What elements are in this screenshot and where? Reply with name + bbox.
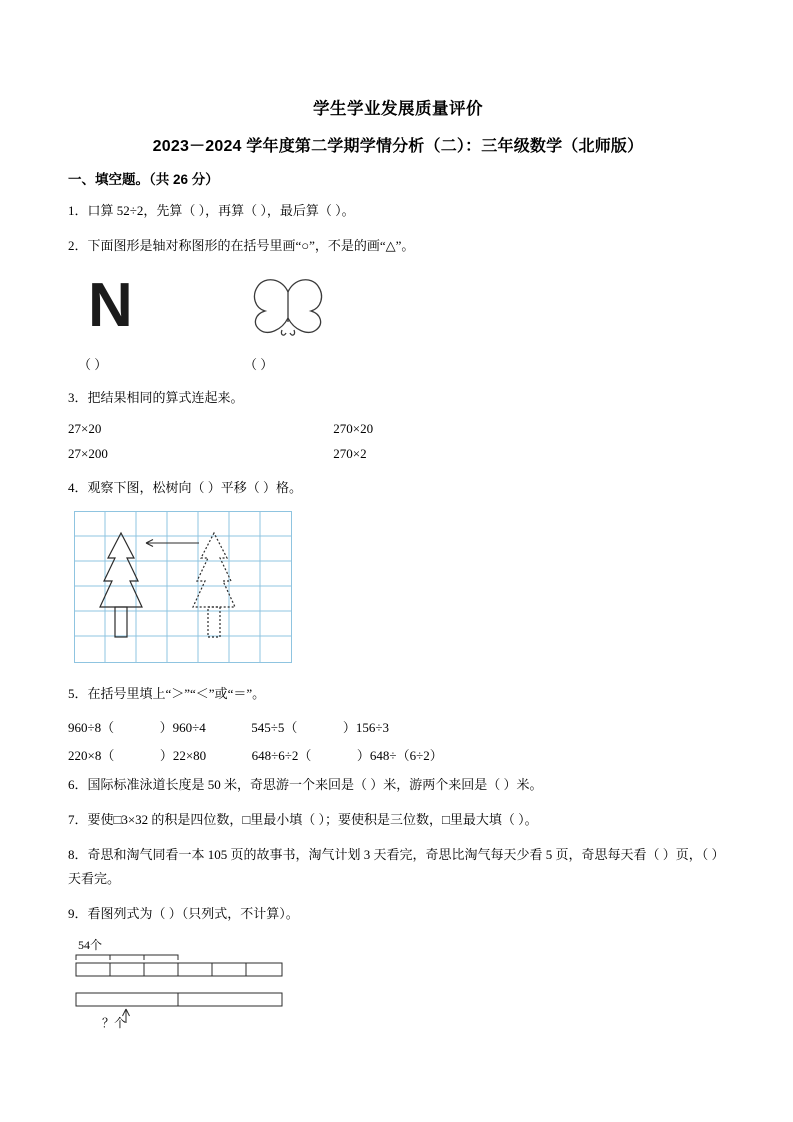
question-3-row-2	[68, 446, 728, 462]
section-heading-fill-in-blanks: 一、填空题。（共 26 分）	[68, 172, 219, 187]
question-7: 7．要使□3×32 的积是四位数，□里最小填（ ）；要使积是三位数，□里最大填（ ）。	[68, 812, 538, 828]
question-9: 9．看图列式为（ ）（只列式，不计算）。	[68, 906, 299, 922]
expr-right-2: 270×2	[333, 446, 367, 462]
answer-paren-right[interactable]: （ ）	[244, 357, 274, 373]
expr-left-2: 27×200	[68, 446, 108, 462]
answer-paren-left[interactable]: （ ）	[78, 357, 108, 373]
question-5-row-a: 960÷8（ ）960÷4 545÷5（ ）156÷3	[68, 720, 390, 736]
question-2: 2．下面图形是轴对称图形的在括号里画“○”，不是的画“△”。	[68, 238, 415, 254]
question-6: 6．国际标准泳道长度是 50 米，奇思游一个来回是（ ）米，游两个来回是（ ）米。	[68, 777, 543, 793]
question-2-answer-parens	[68, 354, 728, 372]
question-8: 8．奇思和淘气同看一本 105 页的故事书，淘气计划 3 天看完，奇思比淘气每天少看 5 页，奇思每天看（ ）页，（ ）天看完。	[68, 847, 725, 887]
expr-left-1: 27×20	[68, 421, 102, 437]
question-3: 3．把结果相同的算式连起来。	[68, 390, 244, 406]
tree-translation-grid-icon	[74, 511, 728, 668]
question-5: 5．在括号里填上“＞”“＜”或“＝”。	[68, 686, 266, 702]
letter-n-icon	[86, 272, 140, 343]
bar-label-top: 54个	[78, 938, 103, 953]
question-5-row-b: 220×8（ ）22×80 648÷6÷2（ ）648÷（6÷2）	[68, 748, 443, 764]
butterfly-icon	[249, 274, 327, 343]
svg-text:N: N	[88, 272, 133, 339]
question-4: 4．观察下图，松树向（ ）平移（ ）格。	[68, 480, 303, 496]
bar-label-bottom: ？个	[102, 1016, 127, 1030]
bar-model-diagram-icon	[74, 937, 728, 1034]
question-3-row-1	[68, 421, 728, 437]
page-subtitle: 2023－2024 学年度第二学期学情分析（二）：三年级数学（北师版）	[152, 138, 644, 155]
question-1: 1．口算 52÷2，先算（ ），再算（ ），最后算（ ）。	[68, 203, 355, 218]
document-content	[68, 95, 728, 1034]
expr-right-1: 270×20	[333, 421, 374, 437]
question-2-figures	[68, 272, 728, 350]
page-title: 学生学业发展质量评价	[313, 100, 483, 118]
